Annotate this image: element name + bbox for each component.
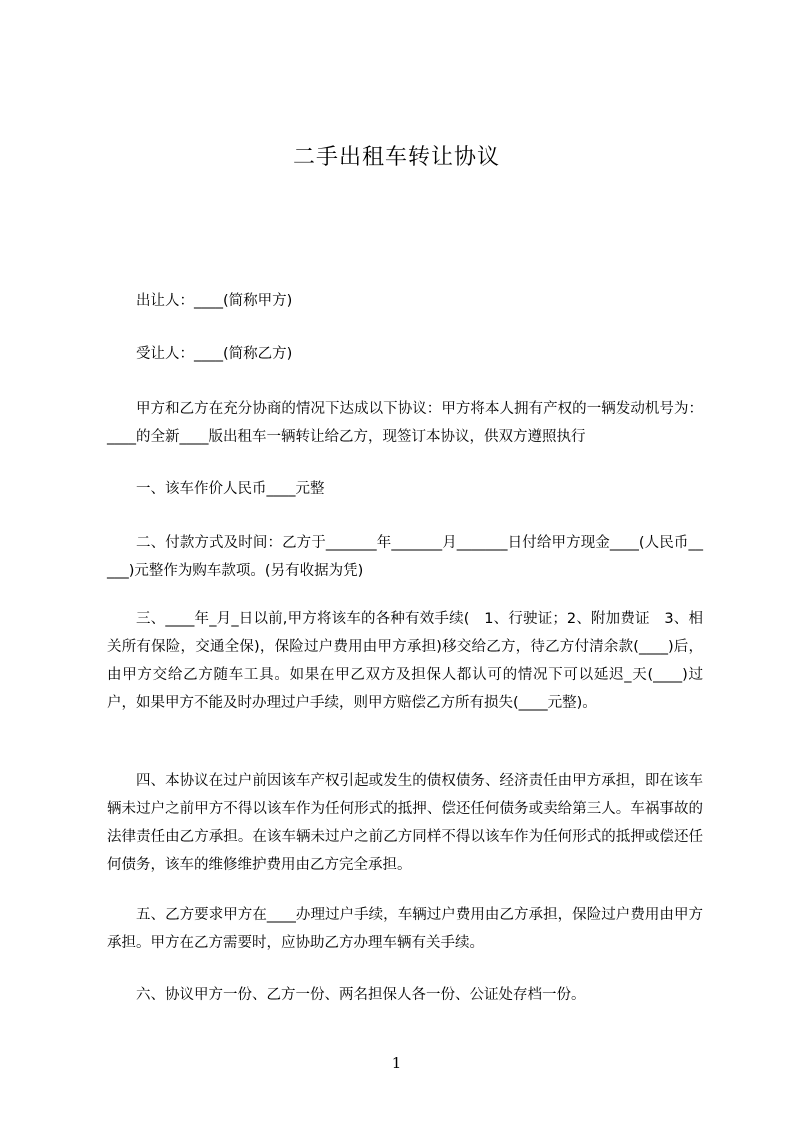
page-number: 1 <box>391 1054 402 1072</box>
paragraph-clause-1: 一、该车作价人民币____元整 <box>136 481 325 497</box>
paragraph-clause-6: 六、协议甲方一份、乙方一份、两名担保人各一份、公证处存档一份。 <box>136 987 586 1003</box>
paragraph-preamble: 甲方和乙方在充分协商的情况下达成以下协议：甲方将本人拥有产权的一辆发动机号为：____的全新____版出租车一辆转让给乙方，现签订本协议，供双方遵照执行 <box>107 401 703 445</box>
paragraph-transferee: 受让人：____(简称乙方) <box>136 346 293 362</box>
paragraph-clause-3: 三、____年_月_日以前,甲方将该车的各种有效手续( 1、行驶证；2、附加费证 3、相关所有保险，交通全保)，保险过户费用由甲方承担)移交给乙方，待乙方付清余款(____)后，由甲方交给乙方随车工具。如果在甲乙双方及担保人都认可的情况下可以延迟_天(____)过户，如果甲方不能及时办理过户手续，则甲方赔偿乙方所有损失(____元整)。 <box>107 611 703 711</box>
paragraph-clause-2: 二、付款方式及时间：乙方于_______年_______月_______日付给甲方现金____(人民币_____)元整作为购车款项。(另有收据为凭) <box>107 535 703 579</box>
document-title: 二手出租车转让协议 <box>292 145 500 170</box>
paragraph-clause-5: 五、乙方要求甲方在____办理过户手续，车辆过户费用由乙方承担，保险过户费用由甲方承担。甲方在乙方需要时，应协助乙方办理车辆有关手续。 <box>107 907 703 951</box>
paragraph-transferor: 出让人：____(简称甲方) <box>136 293 293 309</box>
paragraph-clause-4: 四、本协议在过户前因该车产权引起或发生的债权债务、经济责任由甲方承担，即在该车辆未过户之前甲方不得以该车作为任何形式的抵押、偿还任何债务或卖给第三人。车祸事故的法律责任由乙方承担。在该车辆未过户之前乙方同样不得以该车作为任何形式的抵押或偿还任何债务，该车的维修维护费用由乙方完全承担。 <box>107 773 703 873</box>
